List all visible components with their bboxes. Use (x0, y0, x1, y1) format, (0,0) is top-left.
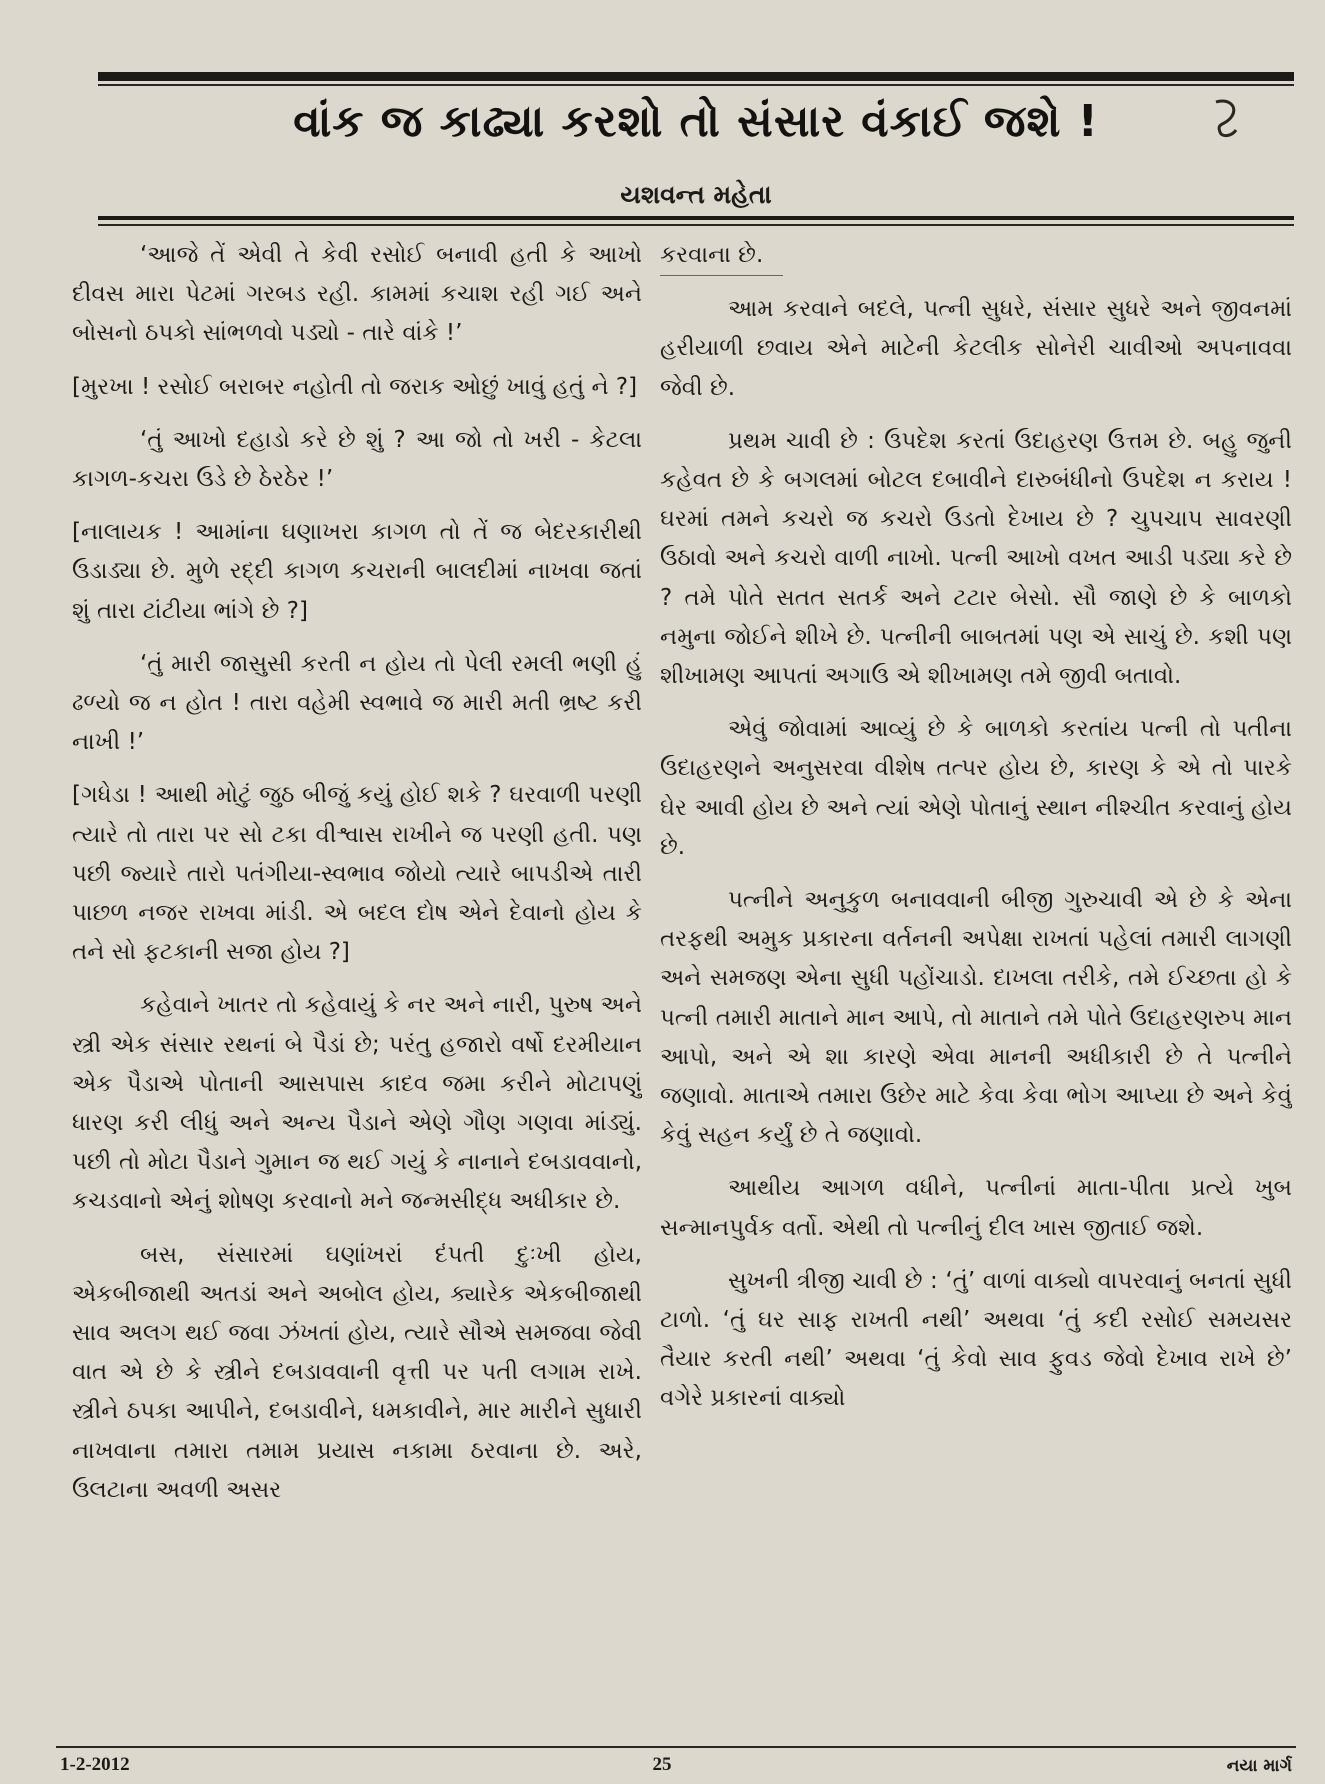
quote-paragraph: ‘તું મારી જાસુસી કરતી ન હોય તો પેલી રમલી ભણી હું ઢળ્યો જ ન હોત ! તારા વહેમી સ્વભાવે જ મારી મતી ભ્રષ્ટ કરી નાખી !’ (72, 650, 642, 756)
footer-rule (56, 1746, 1296, 1748)
continuation-line (660, 236, 1292, 276)
article-title: વાંક જ કાઢ્યા કરશો તો સંસાર વંકાઈ જશે ! (293, 96, 1099, 147)
quote-paragraph: ‘તું આખો દહાડો કરે છે શું ? આ જો તો ખરી - કેટલા કાગળ-કચરા ઉડે છે ઠેરઠેર !’ (72, 426, 642, 493)
top-rule (98, 72, 1294, 81)
body-paragraph: કહેવાને ખાતર તો કહેવાયું કે નર અને નારી, પુરુષ અને સ્ત્રી એક સંસાર રથનાં બે પૈડાં છે; પરંતુ હજારો વર્ષો દરમીયાન એક પૈડાએ પોતાની આસપાસ કાદવ જમા કરીને મોટાપણું ધારણ કરી લીધું અને અન્ય પૈડાને એણે ગૌણ ગણવા માંડ્યું. પછી તો મોટા પૈડાને ગુમાન જ થઈ ગયું કે નાનાને દબડાવવાનો, કચડવાનો એનું શોષણ કરવાનો મને જન્મસીદ્ધ અધીકાર છે. (72, 992, 642, 1215)
right-column (660, 236, 1292, 1696)
magazine-name: નયા માર્ગ (1226, 1756, 1292, 1776)
left-column (72, 236, 642, 1696)
bracket-paragraph: [ગધેડા ! આથી મોટું જુઠ બીજું કયું હોઈ શકે ? ઘરવાળી પરણી ત્યારે તો તારા પર સો ટકા વીશ્વાસ રાખીને જ પરણી હતી. પણ પછી જ્યારે તારો પતંગીયા-સ્વભાવ જોયો ત્યારે બાપડીએ તારી પાછળ નજર રાખવા માંડી. એ બદલ દોષ એને દેવાનો હોય કે તને સો ફટકાની સજા હોય ?] (72, 782, 642, 966)
body-paragraph: સુખની ત્રીજી ચાવી છે : ‘તું’ વાળાં વાક્યો વાપરવાનું બનતાં સુધી ટાળો. ‘તું ઘર સાફ રાખતી નથી’ અથવા ‘તું કદી રસોઈ સમયસર તૈયાર કરતી નથી’ અથવા ‘તું કેવો સાવ ફુવડ જેવો દેખાવ રાખે છે’ વગેરે પ્રકારનાં વાક્યો (660, 1267, 1292, 1412)
body-paragraph: એવું જોવામાં આવ્યું છે કે બાળકો કરતાંય પત્ની તો પતીના ઉદાહરણને અનુસરવા વીશેષ તત્પર હોય છે, કારણ કે એ તો પારકે ઘેર આવી હોય છે અને ત્યાં એણે પોતાનું સ્થાન નીશ્ચીત કરવાનું હોય છે. (660, 716, 1292, 860)
top-rule-thin (98, 84, 1294, 86)
bracket-paragraph: [મુરખા ! રસોઈ બરાબર નહોતી તો જરાક ઓછું ખાવું હતું ને ?] (72, 373, 638, 400)
quote-paragraph: ‘આજે તેં એવી તે કેવી રસોઈ બનાવી હતી કે આખો દીવસ મારા પેટમાં ગરબડ રહી. કામમાં કચાશ રહી ગઈ અને બોસનો ઠપકો સાંભળવો પડ્યો - તારે વાંકે !’ (72, 242, 642, 347)
body-paragraph: પ્રથમ ચાવી છે : ઉપદેશ કરતાં ઉદાહરણ ઉત્તમ છે. બહુ જુની કહેવત છે કે બગલમાં બોટલ દબાવીને દારુબંધીનો ઉપદેશ ન કરાય ! ઘરમાં તમને કચરો જ કચરો ઉડતો દેખાય છે ? ચુપચાપ સાવરણી ઉઠાવો અને કચરો વાળી નાખો. પત્ની આખો વખત આડી પડ્યા કરે છે ? તમે પોતે સતત સતર્ક અને ટટાર બેસો. સૌ જાણે છે કે બાળકો નમુના જોઈને શીખે છે. પત્નીની બાબતમાં પણ એ સાચું છે. કશી પણ શીખામણ આપતાં અગાઉ એ શીખામણ તમે જીવી બતાવો. (660, 427, 1292, 690)
body-paragraph: આથીય આગળ વધીને, પત્નીનાં માતા-પીતા પ્રત્યે ખુબ સન્માનપુર્વક વર્તો. એથી તો પત્નીનું દીલ ખાસ જીતાઈ જશે. (660, 1175, 1292, 1241)
continuation-text: કરવાના છે. (660, 236, 783, 276)
header-rule-thin (98, 224, 1294, 226)
bracket-paragraph: [નાલાયક ! આમાંના ઘણાખરા કાગળ તો તેં જ બેદરકારીથી ઉડાડ્યા છે. મુળે રદ્દી કાગળ કચરાની બાલદીમાં નાખવા જતાં શું તારા ટાંટીયા ભાંગે છે ?] (72, 519, 642, 624)
body-paragraph: બસ, સંસારમાં ઘણાંખરાં દંપતી દુઃખી હોય, એકબીજાથી અતડાં અને અબોલ હોય, ક્યારેક એકબીજાથી સાવ અલગ થઈ જવા ઝંખતાં હોય, ત્યારે સૌએ સમજવા જેવી વાત એ છે કે સ્ત્રીને દબડાવવાની વૃત્તી પર પતી લગામ રાખે. સ્ત્રીને ઠપકા આપીને, દબડાવીને, ધમકાવીને, માર મારીને સુધારી નાખવાના તમારા તમામ પ્રયાસ નકામા ઠરવાના છે. અરે, ઉલટાના અવળી અસર (72, 1241, 642, 1503)
body-paragraph: પત્નીને અનુકુળ બનાવવાની બીજી ગુરુચાવી એ છે કે એના તરફથી અમુક પ્રકારના વર્તનની અપેક્ષા રાખતાં પહેલાં તમારી લાગણી અને સમજણ એના સુધી પહોંચાડો. દાખલા તરીકે, તમે ઈચ્છતા હો કે પત્ની તમારી માતાને માન આપે, તો માતાને તમે પોતે ઉદાહરણરુપ માન આપો, અને એ શા કારણે એવા માનની અધીકારી છે તે પત્નીને જણાવો. માતાએ તમારા ઉછેર માટે કેવા કેવા ભોગ આપ્યા છે અને કેવું કેવું સહન કર્યું છે તે જણાવો. (660, 887, 1292, 1149)
issue-date: 1-2-2012 (60, 1754, 130, 1775)
body-paragraph: આમ કરવાને બદલે, પત્ની સુધરે, સંસાર સુધરે અને જીવનમાં હરીયાળી છવાય એને માટેની કેટલીક સોનેરી ચાવીઓ અપનાવવા જેવી છે. (660, 296, 1292, 401)
article-author: યશવન્ત મહેતા (620, 180, 772, 209)
header-rule (98, 216, 1294, 220)
page-number: 25 (652, 1754, 672, 1775)
decorative-emblem-icon (1208, 96, 1242, 140)
